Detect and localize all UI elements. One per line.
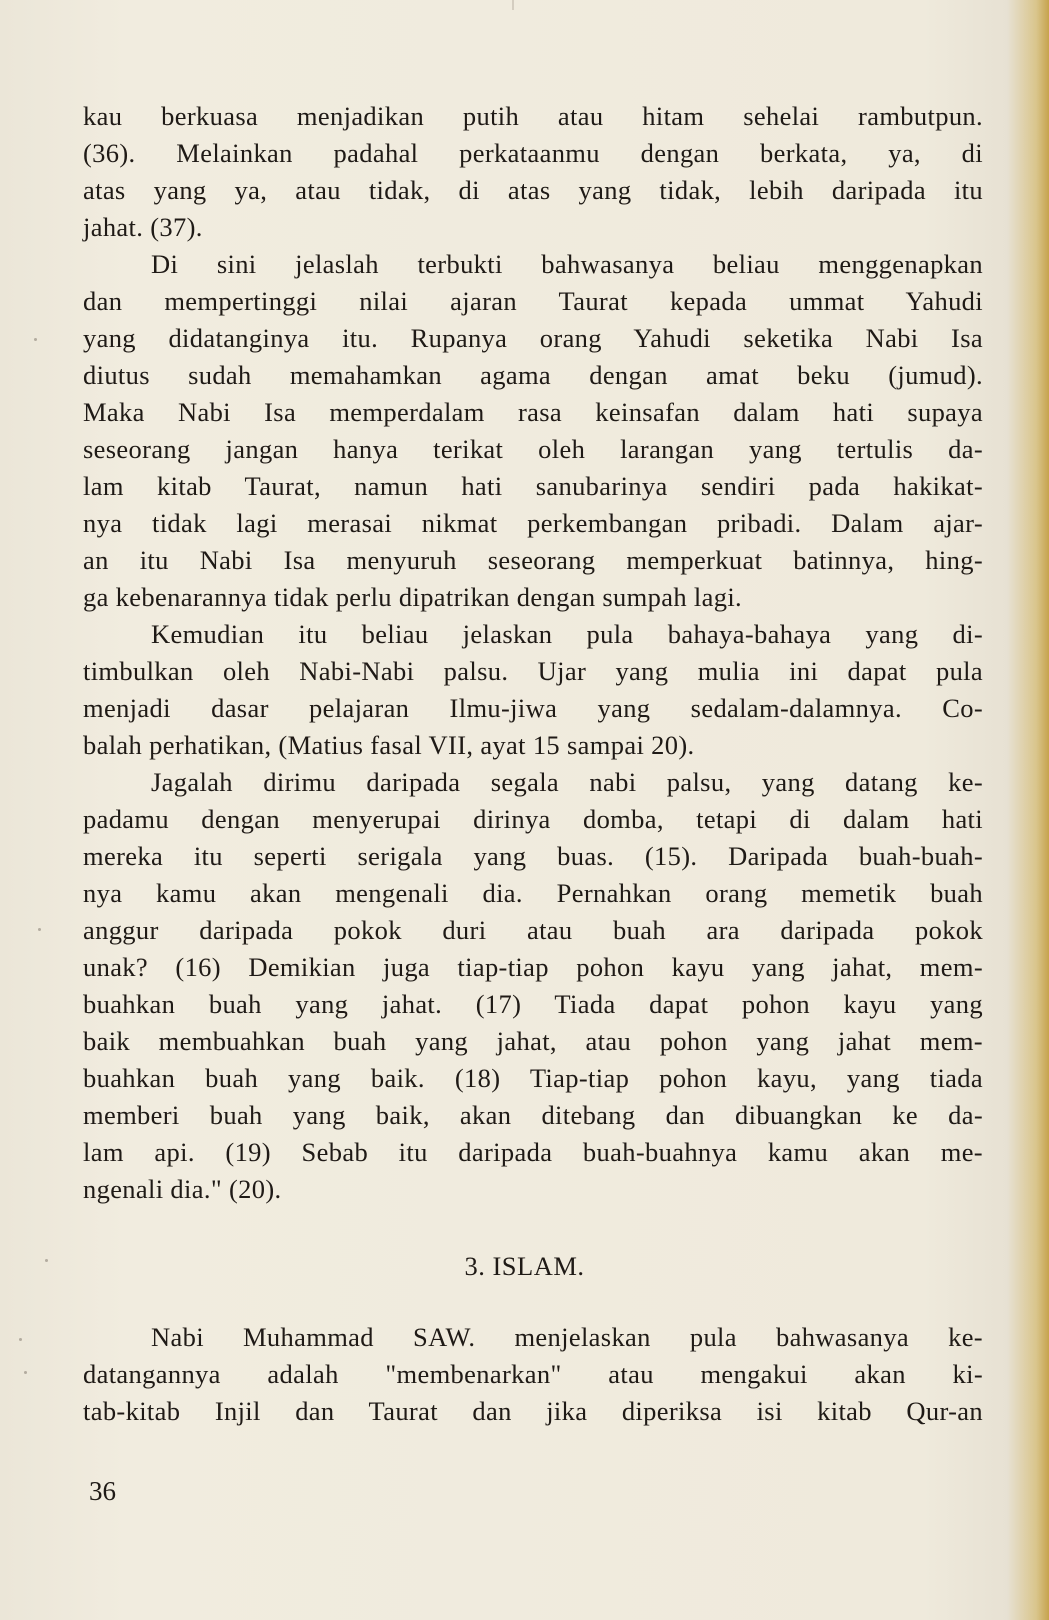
text-line: datangannya adalah "membenarkan" atau mengakui akan ki- <box>83 1359 983 1389</box>
text-line: menjadi dasar pelajaran Ilmu-jiwa yang sedalam-dalamnya. Co- <box>83 693 983 723</box>
quote-line: Jagalah dirimu daripada segala nabi palsu, yang datang ke- <box>151 767 983 797</box>
paper-speck <box>24 1371 27 1374</box>
text-line: jahat. (37). <box>83 212 203 242</box>
text-line: timbulkan oleh Nabi-Nabi palsu. Ujar yang mulia ini dapat pula <box>83 656 983 686</box>
paper-speck <box>45 1259 48 1262</box>
text-line: dan mempertinggi nilai ajaran Taurat kepada ummat Yahudi <box>83 286 983 316</box>
quote-line: anggur daripada pokok duri atau buah ara daripada pokok <box>83 915 983 945</box>
text-line: nya tidak lagi merasai nikmat perkembangan pribadi. Dalam ajar- <box>83 508 983 538</box>
text-line: balah perhatikan, (Matius fasal VII, ayat 15 sampai 20). <box>83 730 695 760</box>
quote-line: nya kamu akan mengenali dia. Pernahkan orang memetik buah <box>83 878 983 908</box>
section-heading: 3. ISLAM. <box>464 1251 585 1281</box>
paper-speck <box>38 928 41 931</box>
text-line: lam kitab Taurat, namun hati sanubarinya sendiri pada hakikat- <box>83 471 983 501</box>
quote-line: unak? (16) Demikian juga tiap-tiap pohon kayu yang jahat, mem- <box>83 952 983 982</box>
text-line: yang didatanginya itu. Rupanya orang Yahudi seketika Nabi Isa <box>83 323 983 353</box>
text-line: seseorang jangan hanya terikat oleh larangan yang tertulis da- <box>83 434 983 464</box>
text-line: Nabi Muhammad SAW. menjelaskan pula bahwasanya ke- <box>151 1322 983 1352</box>
quote-line: padamu dengan menyerupai dirinya domba, tetapi di dalam hati <box>83 804 983 834</box>
quote-line: lam api. (19) Sebab itu daripada buah-buahnya kamu akan me- <box>83 1137 983 1167</box>
text-line: Di sini jelaslah terbukti bahwasanya beliau menggenapkan <box>151 249 983 279</box>
text-line: tab-kitab Injil dan Taurat dan jika diperiksa isi kitab Qur-an <box>83 1396 983 1426</box>
quote-line: memberi buah yang baik, akan ditebang dan dibuangkan ke da- <box>83 1100 983 1130</box>
page-number: 36 <box>89 1476 116 1506</box>
text-line: an itu Nabi Isa menyuruh seseorang memperkuat batinnya, hing- <box>83 545 983 575</box>
paper-speck <box>34 338 37 341</box>
quote-line: mereka itu seperti serigala yang buas. (15). Daripada buah-buah- <box>83 841 983 871</box>
quote-line: baik membuahkan buah yang jahat, atau pohon yang jahat mem- <box>83 1026 983 1056</box>
text-line: Maka Nabi Isa memperdalam rasa keinsafan dalam hati supaya <box>83 397 983 427</box>
text-line: atas yang ya, atau tidak, di atas yang tidak, lebih daripada itu <box>83 175 983 205</box>
text-line: ga kebenarannya tidak perlu dipatrikan dengan sumpah lagi. <box>83 582 743 612</box>
text-line: Kemudian itu beliau jelaskan pula bahaya-bahaya yang di- <box>151 619 983 649</box>
quote-line: ngenali dia." (20). <box>83 1174 282 1204</box>
scan-mark <box>512 0 514 10</box>
text-line: kau berkuasa menjadikan putih atau hitam sehelai rambutpun. <box>83 101 983 131</box>
text-line: (36). Melainkan padahal perkataanmu dengan berkata, ya, di <box>83 138 983 168</box>
quote-line: buahkan buah yang jahat. (17) Tiada dapat pohon kayu yang <box>83 989 983 1019</box>
paper-speck <box>19 1338 22 1341</box>
quote-line: buahkan buah yang baik. (18) Tiap-tiap pohon kayu, yang tiada <box>83 1063 983 1093</box>
text-line: diutus sudah memahamkan agama dengan amat beku (jumud). <box>83 360 983 390</box>
